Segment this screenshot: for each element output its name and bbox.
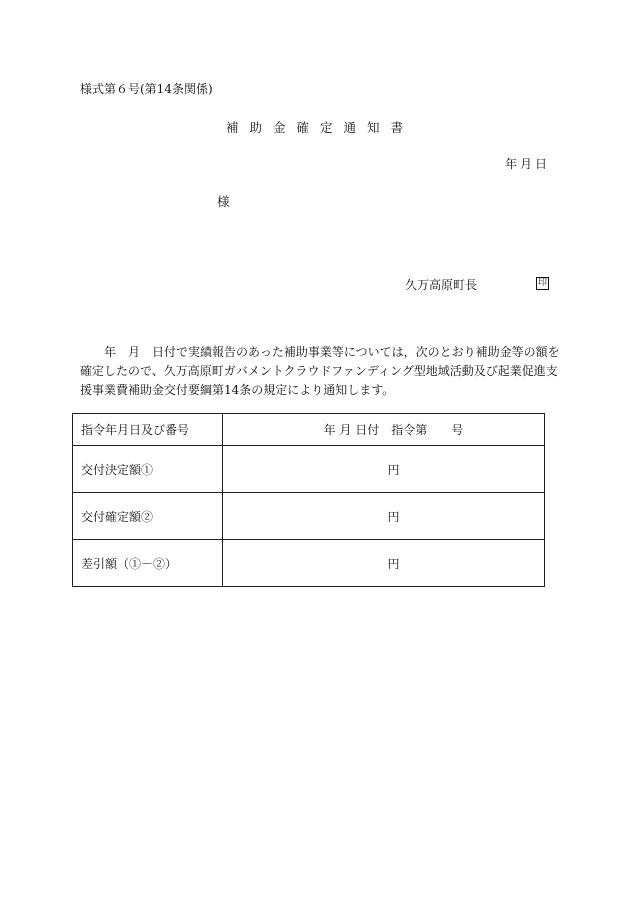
row-value-text: 円 — [387, 556, 400, 571]
table-row — [73, 414, 545, 446]
issuer-name: 久万高原町長 — [405, 278, 478, 292]
row-value — [223, 493, 545, 540]
row-value-text: 円 — [387, 509, 400, 524]
row-value — [223, 540, 545, 587]
recipient-honorific: 様 — [217, 194, 230, 209]
row-label: 交付決定額① — [73, 446, 223, 493]
row-label: 交付確定額② — [73, 493, 223, 540]
table-row — [73, 540, 545, 587]
row-label: 差引額（①－②） — [73, 540, 223, 587]
document-title: 補助金確定通知書 — [226, 120, 415, 135]
body-paragraph: 年 月 日付で実績報告のあった補助事業等については，次のとおり補助金等の額を確定したので、久万高原町ガバメントクラウドファンディング型地域活動及び起業促進支援事業費補助金交付要綱第14条の規定により通知します。 — [80, 345, 560, 397]
row-value-text: 年 月 日付 指令第 号 — [323, 423, 464, 437]
seal-stamp: 印 — [537, 278, 547, 288]
row-value-text: 円 — [387, 462, 400, 477]
table-row — [73, 493, 545, 540]
table-row — [73, 446, 545, 493]
row-value — [223, 414, 545, 446]
row-label: 指令年月日及び番号 — [73, 414, 223, 446]
date-line: 年月日 — [505, 157, 551, 171]
row-value — [223, 446, 545, 493]
form-number: 様式第６号(第14条関係) — [80, 82, 213, 96]
amount-table — [72, 413, 545, 587]
